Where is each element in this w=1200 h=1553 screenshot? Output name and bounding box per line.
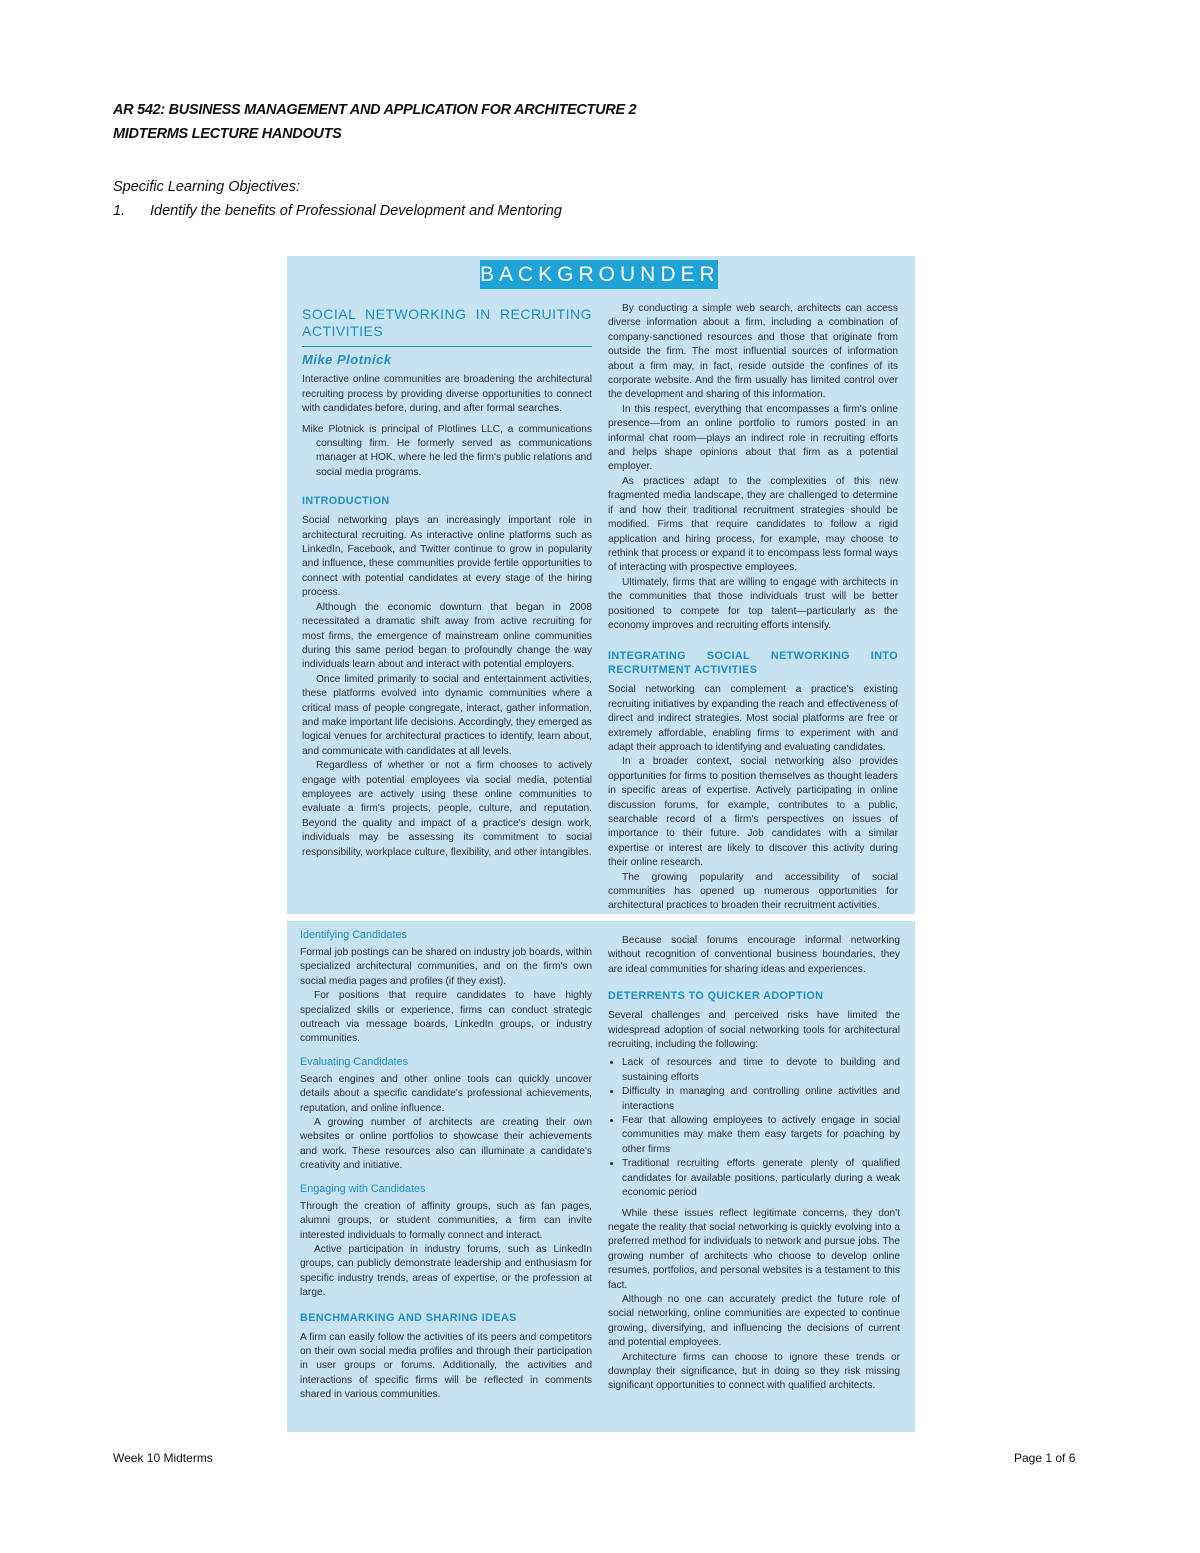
article-author: Mike Plotnick bbox=[302, 352, 392, 367]
list-item: • Lack of resources and time to devote to building and sustaining efforts bbox=[622, 1056, 900, 1085]
list-item: • Traditional recruiting efforts generate plenty of qualified candidates for available positions, particularly during a weak economic period bbox=[622, 1157, 900, 1200]
deterrents-list bbox=[608, 1056, 900, 1200]
paragraph: A firm can easily follow the activities of its peers and competitors on their own social media profiles and through their participation in user groups or forums. Additionally, the activities and interactions of specific firms will be reflected in comments shared in various communities. bbox=[300, 1331, 592, 1401]
paragraph: A growing number of architects are creating their own websites or online portfolios to showcase their achievements and work. These resources also can illuminate a candidate's creativity and initiative. bbox=[300, 1117, 592, 1172]
objective-text: Identify the benefits of Professional Development and Mentoring bbox=[150, 203, 562, 219]
handout-title: MIDTERMS LECTURE HANDOUTS bbox=[113, 126, 342, 142]
objective-number: 1. bbox=[113, 203, 126, 219]
course-title: AR 542: BUSINESS MANAGEMENT AND APPLICATION FOR ARCHITECTURE 2 bbox=[113, 102, 637, 118]
paragraph: Regardless of whether or not a firm chooses to actively engage with potential employees via social media, potential employees are actively using these online communities to evaluate a firm's projects, people, culture, and reputation. Beyond the quality and impact of a practice's design work, individuals may be assessing its commitment to social responsibility, workplace culture, flexibility, and other intangibles. bbox=[302, 760, 592, 858]
evaluating-heading: Evaluating Candidates bbox=[300, 1055, 409, 1068]
paragraph: In a broader context, social networking also provides opportunities for firms to position themselves as thought leaders in specific areas of expertise. Actively participating in online discussion forums, for example, contributes to a public, searchable record of a firm's perspectives on issues of importance to their future. Job candidates with a similar expertise or interest are likely to discover this activity during their online research. bbox=[608, 756, 898, 869]
paragraph: By conducting a simple web search, architects can access diverse information about a firm, including a combination of company-sanctioned resources and those that originate from outside the firm. The most influential sources of information about a firm may, in fact, reside outside the confines of its corporate website. And the firm usually has limited control over the development and sharing of this information. bbox=[608, 303, 898, 401]
paragraph: As practices adapt to the complexities of this new fragmented media landscape, they are challenged to determine if and how their traditional recruitment strategies should be modified. Firms that require candidates to follow a rigid application and hiring process, for example, may choose to rethink that process or expand it to encompass less formal ways of interacting with prospective employees. bbox=[608, 475, 898, 574]
intro-paragraph: Interactive online communities are broadening the architectural recruiting process by providing diverse opportunities to connect with candidates before, during, and after formal searches. bbox=[302, 374, 592, 415]
paragraph: Although the economic downturn that began in 2008 necessitated a dramatic shift away from active recruiting for most firms, the emergence of mainstream online communities during this same period began to profoundly change the way individuals learn about and interact with potential employers. bbox=[302, 601, 592, 671]
title-rule bbox=[302, 346, 592, 347]
list-item: • Difficulty in managing and controlling online activities and interactions bbox=[622, 1085, 900, 1114]
paragraph: Ultimately, firms that are willing to engage with architects in the communities that those individuals trust will be better positioned to compete for top talent—particularly as the economy improves and recruiting efforts intensify. bbox=[608, 576, 898, 631]
paragraph: Once limited primarily to social and entertainment activities, these platforms evolved into dynamic communities where a critical mass of people congregate, interact, gather information, and make important life decisions. Accordingly, they emerged as logical venues for architectural practices to identify, learn about, and communicate with candidates at all levels. bbox=[302, 673, 592, 757]
panel1-right-column bbox=[608, 302, 898, 914]
panel2-right-column bbox=[608, 934, 900, 1394]
paragraph: Social networking can complement a practice's existing recruiting initiatives by expanding the reach and effectiveness of direct and indirect strategies. Most social platforms are free or extremely affordable, enabling firms to experiment with and adapt their approach to identifying and evaluating candidates. bbox=[608, 684, 898, 753]
paragraph: For positions that require candidates to have highly specialized skills or experience, firms can conduct strategic outreach via message boards, LinkedIn groups, or industry communities. bbox=[300, 990, 592, 1045]
paragraph: Several challenges and perceived risks have limited the widespread adoption of social networking tools for architectural recruiting, including the following: bbox=[608, 1010, 900, 1051]
paragraph: While these issues reflect legitimate concerns, they don't negate the reality that social networking is quickly evolving into a preferred method for individuals to network and pursue jobs. The growing number of architects who choose to develop online resumes, portfolios, and personal websites is a testament to this fact. bbox=[608, 1207, 900, 1291]
article-title: SOCIAL NETWORKING IN RECRUITING ACTIVITIES bbox=[302, 306, 592, 339]
deterrents-heading: DETERRENTS TO QUICKER ADOPTION bbox=[608, 990, 824, 1003]
paragraph: Active participation in industry forums, such as LinkedIn groups, can publicly demonstrate leadership and enthusiasm for specific industry trends, areas of expertise, or the profession at large. bbox=[300, 1243, 592, 1299]
paragraph: Search engines and other online tools can quickly uncover details about a specific candidate's professional achievements, reputation, and online influence. bbox=[300, 1073, 592, 1114]
footer-page-number: Page 1 of 6 bbox=[1014, 1451, 1076, 1465]
identifying-heading: Identifying Candidates bbox=[300, 929, 407, 941]
backgrounder-banner: BACKGROUNDER bbox=[480, 260, 718, 289]
author-bio: Mike Plotnick is principal of Plotlines LLC, a communications consulting firm. He formerly served as communications manager at HOK, where he led the firm's public relations and social media programs. bbox=[302, 423, 592, 478]
paragraph: The growing popularity and accessibility of social communities has opened up numerous opportunities for architectural practices to broaden their recruitment activities. bbox=[608, 871, 898, 912]
benchmarking-heading: BENCHMARKING AND SHARING IDEAS bbox=[300, 1311, 517, 1324]
introduction-heading: INTRODUCTION bbox=[302, 495, 390, 508]
paragraph: Because social forums encourage informal networking without recognition of conventional business boundaries, they are ideal communities for sharing ideas and experiences. bbox=[608, 935, 900, 975]
paragraph: In this respect, everything that encompasses a firm's online presence—from an online portfolio to rumors posted in an informal chat room—plays an indirect role in recruiting efforts and helps shape opinions about that firm as a potential employer. bbox=[608, 403, 898, 473]
paragraph: Architecture firms can choose to ignore these trends or downplay their significance, but in doing so they risk missing significant opportunities to connect with qualified architects. bbox=[608, 1351, 900, 1392]
paragraph: Social networking plays an increasingly important role in architectural recruiting. As interactive online platforms such as LinkedIn, Facebook, and Twitter continue to grow in popularity and influence, these communities provide fertile opportunities to connect with potential candidates at every stage of the hiring process. bbox=[302, 515, 592, 599]
objectives-label: Specific Learning Objectives: bbox=[113, 179, 300, 195]
integrating-heading: INTEGRATING SOCIAL NETWORKING INTO RECRUITMENT ACTIVITIES bbox=[608, 650, 898, 677]
panel1-left-column bbox=[302, 298, 592, 860]
paragraph: Although no one can accurately predict the future role of social networking, online communities are expected to continue growing, diversifying, and influencing the decisions of current and potential employees. bbox=[608, 1293, 900, 1349]
list-item: • Fear that allowing employees to actively engage in social communities may make them easy targets for poaching by other firms bbox=[622, 1114, 900, 1157]
paragraph: Formal job postings can be shared on industry job boards, within specialized architectural communities, and on the firm's own social media pages and profiles (if they exist). bbox=[300, 947, 592, 987]
panel2-left-column bbox=[300, 928, 592, 1403]
engaging-heading: Engaging with Candidates bbox=[300, 1182, 426, 1195]
paragraph: Through the creation of affinity groups, such as fan pages, alumni groups, or student communities, a firm can invite interested individuals to formally connect and interact. bbox=[300, 1200, 592, 1241]
footer-week: Week 10 Midterms bbox=[113, 1451, 213, 1465]
